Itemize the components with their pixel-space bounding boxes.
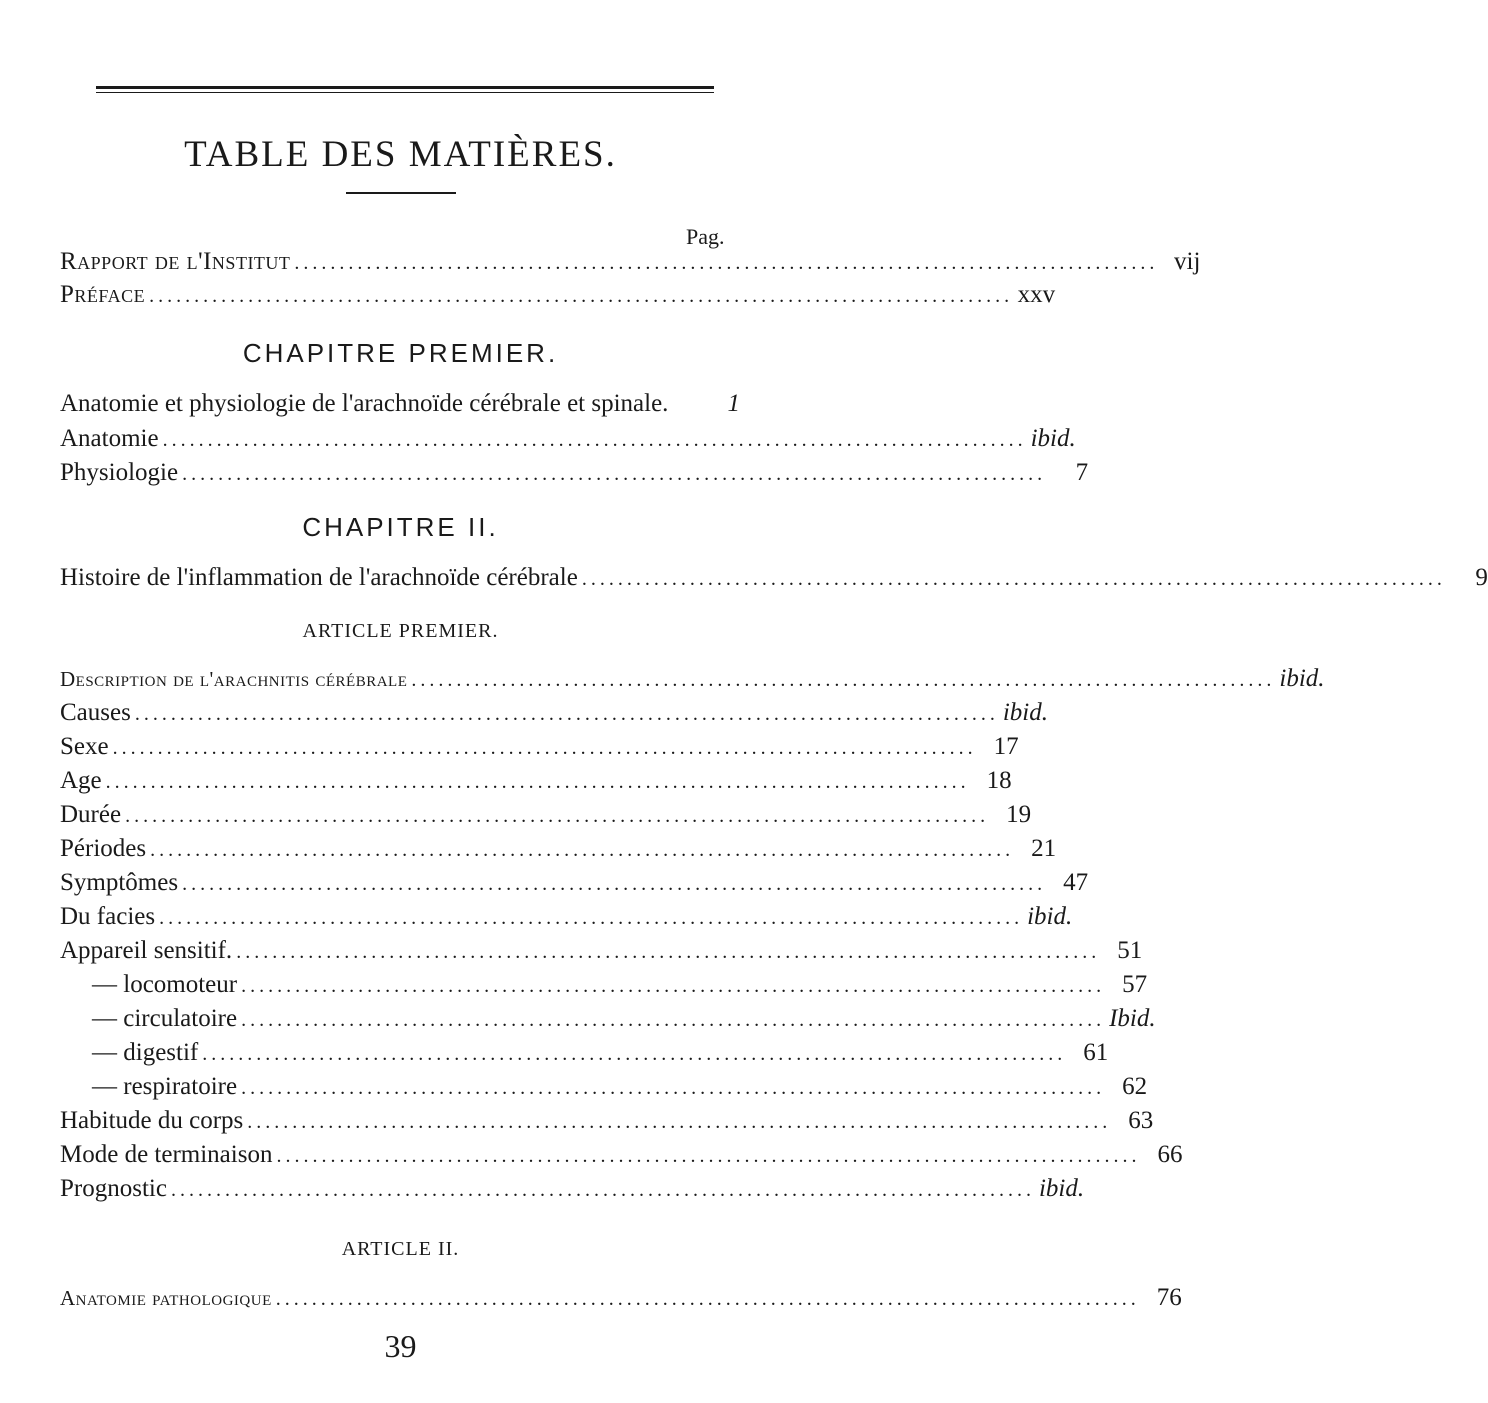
leader-dots: ................................................................................................ [182, 463, 1047, 485]
title-underline [346, 192, 456, 194]
leader-dots: ................................................................................................ [170, 1179, 1035, 1201]
toc-entry-label: Rapport de l'Institut [60, 248, 291, 275]
leader-dots: ................................................................................................ [112, 737, 977, 759]
toc-entry-label: Durée [60, 801, 122, 828]
toc-entry-label: Sexe [60, 733, 109, 760]
leader-dots: ................................................................................................ [149, 285, 1014, 307]
page-title: TABLE DES MATIÈRES. [184, 133, 617, 175]
toc-entry-label: Anatomie [60, 425, 159, 452]
toc-entry-page: ibid. [1027, 903, 1073, 930]
toc-entry[interactable] [60, 835, 1057, 867]
leader-dots: ................................................................................................ [411, 669, 1276, 691]
toc-entry[interactable] [60, 459, 1089, 491]
top-double-rule-thin [96, 92, 714, 93]
toc-entry[interactable] [60, 390, 740, 422]
toc-entry-label: — circulatoire [92, 1005, 238, 1032]
leader-dots: ................................................................................................ [202, 1043, 1067, 1065]
toc-entry[interactable] [60, 1284, 1182, 1316]
leader-dots: ................................................................................................ [162, 429, 1027, 451]
toc-entry-label: Histoire de l'inflammation de l'arachnoïde cérébrale [60, 564, 578, 591]
toc-entry-label: — respiratoire [92, 1073, 238, 1100]
page-column-label: Pag. [686, 224, 725, 249]
toc-entry-page: 62 [1122, 1073, 1148, 1100]
toc-entry-page: 47 [1063, 869, 1089, 896]
toc-entry-label: Anatomie et physiologie de l'arachnoïde cérébrale et spinale. [60, 390, 669, 417]
toc-entry[interactable] [60, 971, 1148, 1003]
leader-dots: ................................................................................................ [150, 839, 1015, 861]
toc-entry-page: 18 [986, 767, 1012, 794]
article-heading: ARTICLE II. [341, 1238, 460, 1260]
toc-entry-label: Mode de terminaison [60, 1141, 273, 1168]
toc-entry[interactable] [60, 1005, 1156, 1037]
toc-entry[interactable] [60, 869, 1089, 901]
toc-entry-label: Physiologie [60, 459, 179, 486]
toc-entry[interactable] [60, 699, 1048, 731]
toc-entry-page: 7 [1075, 459, 1089, 486]
toc-entry-page: xxv [1017, 281, 1056, 308]
toc-entry-page: 17 [993, 733, 1019, 760]
toc-entry-preface[interactable] [60, 281, 1056, 313]
toc-entry[interactable] [60, 937, 1143, 969]
toc-entry-page: 51 [1117, 937, 1143, 964]
toc-entry-page: vij [1174, 248, 1201, 275]
leader-dots: ................................................................................................ [581, 568, 1446, 590]
toc-entry[interactable] [60, 1141, 1183, 1173]
toc-entry-label: Habitude du corps [60, 1107, 244, 1134]
toc-entry[interactable] [60, 564, 1488, 596]
chapter-heading: CHAPITRE PREMIER. [242, 338, 559, 368]
toc-entry-label: Prognostic [60, 1175, 167, 1202]
toc-entry[interactable] [60, 903, 1073, 935]
toc-entry-label: Préface [60, 281, 146, 308]
leader-dots: ................................................................................................ [105, 771, 970, 793]
leader-dots: ................................................................................................ [276, 1145, 1141, 1167]
toc-entry[interactable] [60, 767, 1012, 799]
toc-entry-page: 63 [1128, 1107, 1154, 1134]
leader-dots: ................................................................................................ [275, 1288, 1140, 1310]
toc-entry-page: 9 [1475, 564, 1488, 591]
toc-entry[interactable] [60, 665, 1325, 697]
toc-entry-label: Du facies [60, 903, 156, 930]
toc-entry-label: Périodes [60, 835, 147, 862]
leader-dots: ................................................................................................ [236, 941, 1101, 963]
top-double-rule [96, 86, 714, 89]
toc-entry-page: ibid. [1038, 1175, 1085, 1202]
toc-entry-page: Ibid. [1109, 1005, 1156, 1032]
toc-entry-label: — digestif [92, 1039, 199, 1066]
chapter-heading: CHAPITRE II. [302, 512, 499, 542]
leader-dots: ................................................................................................ [182, 873, 1047, 895]
toc-entry[interactable] [60, 425, 1076, 457]
toc-entry-label: Causes [60, 699, 131, 726]
leader-dots: ................................................................................................ [134, 703, 999, 725]
toc-entry-page: 19 [1006, 801, 1032, 828]
toc-entry-page: 66 [1157, 1141, 1183, 1168]
toc-entry-page: 21 [1031, 835, 1057, 862]
toc-entry-label: Age [60, 767, 102, 794]
leader-dots: ................................................................................................ [294, 252, 1159, 274]
leader-dots: ................................................................................................ [241, 1077, 1106, 1099]
toc-entry-label: Description de l'arachnitis cérébrale [60, 667, 408, 691]
leader-dots: ................................................................................................ [241, 975, 1106, 997]
toc-entry-page: ibid. [1279, 665, 1325, 692]
toc-entry[interactable] [60, 1107, 1154, 1139]
toc-entry-page: 1 [727, 390, 740, 417]
toc-entry-label: Anatomie pathologique [60, 1286, 272, 1310]
article-heading: ARTICLE PREMIER. [302, 620, 499, 642]
toc-entry[interactable] [60, 1175, 1085, 1207]
leader-dots: ................................................................................................ [241, 1009, 1106, 1031]
toc-entry[interactable] [60, 1039, 1109, 1071]
page-folio: 39 [384, 1328, 417, 1364]
toc-entry-page: 57 [1122, 971, 1148, 998]
toc-entry[interactable] [60, 1073, 1148, 1105]
leader-dots: ................................................................................................ [247, 1111, 1112, 1133]
toc-entry-label: Appareil sensitif. [60, 937, 233, 964]
toc-entry-rapport[interactable] [60, 248, 1201, 280]
toc-entry-page: 76 [1156, 1284, 1182, 1311]
toc-entry-page: 61 [1083, 1039, 1109, 1066]
toc-entry-label: — locomoteur [92, 971, 238, 998]
toc-entry-page: ibid. [1002, 699, 1048, 726]
leader-dots: ................................................................................................ [125, 805, 990, 827]
toc-entry-page: ibid. [1030, 425, 1076, 452]
leader-dots: ................................................................................................ [159, 907, 1024, 929]
toc-entry[interactable] [60, 733, 1019, 765]
toc-entry[interactable] [60, 801, 1032, 833]
toc-entry-label: Symptômes [60, 869, 179, 896]
